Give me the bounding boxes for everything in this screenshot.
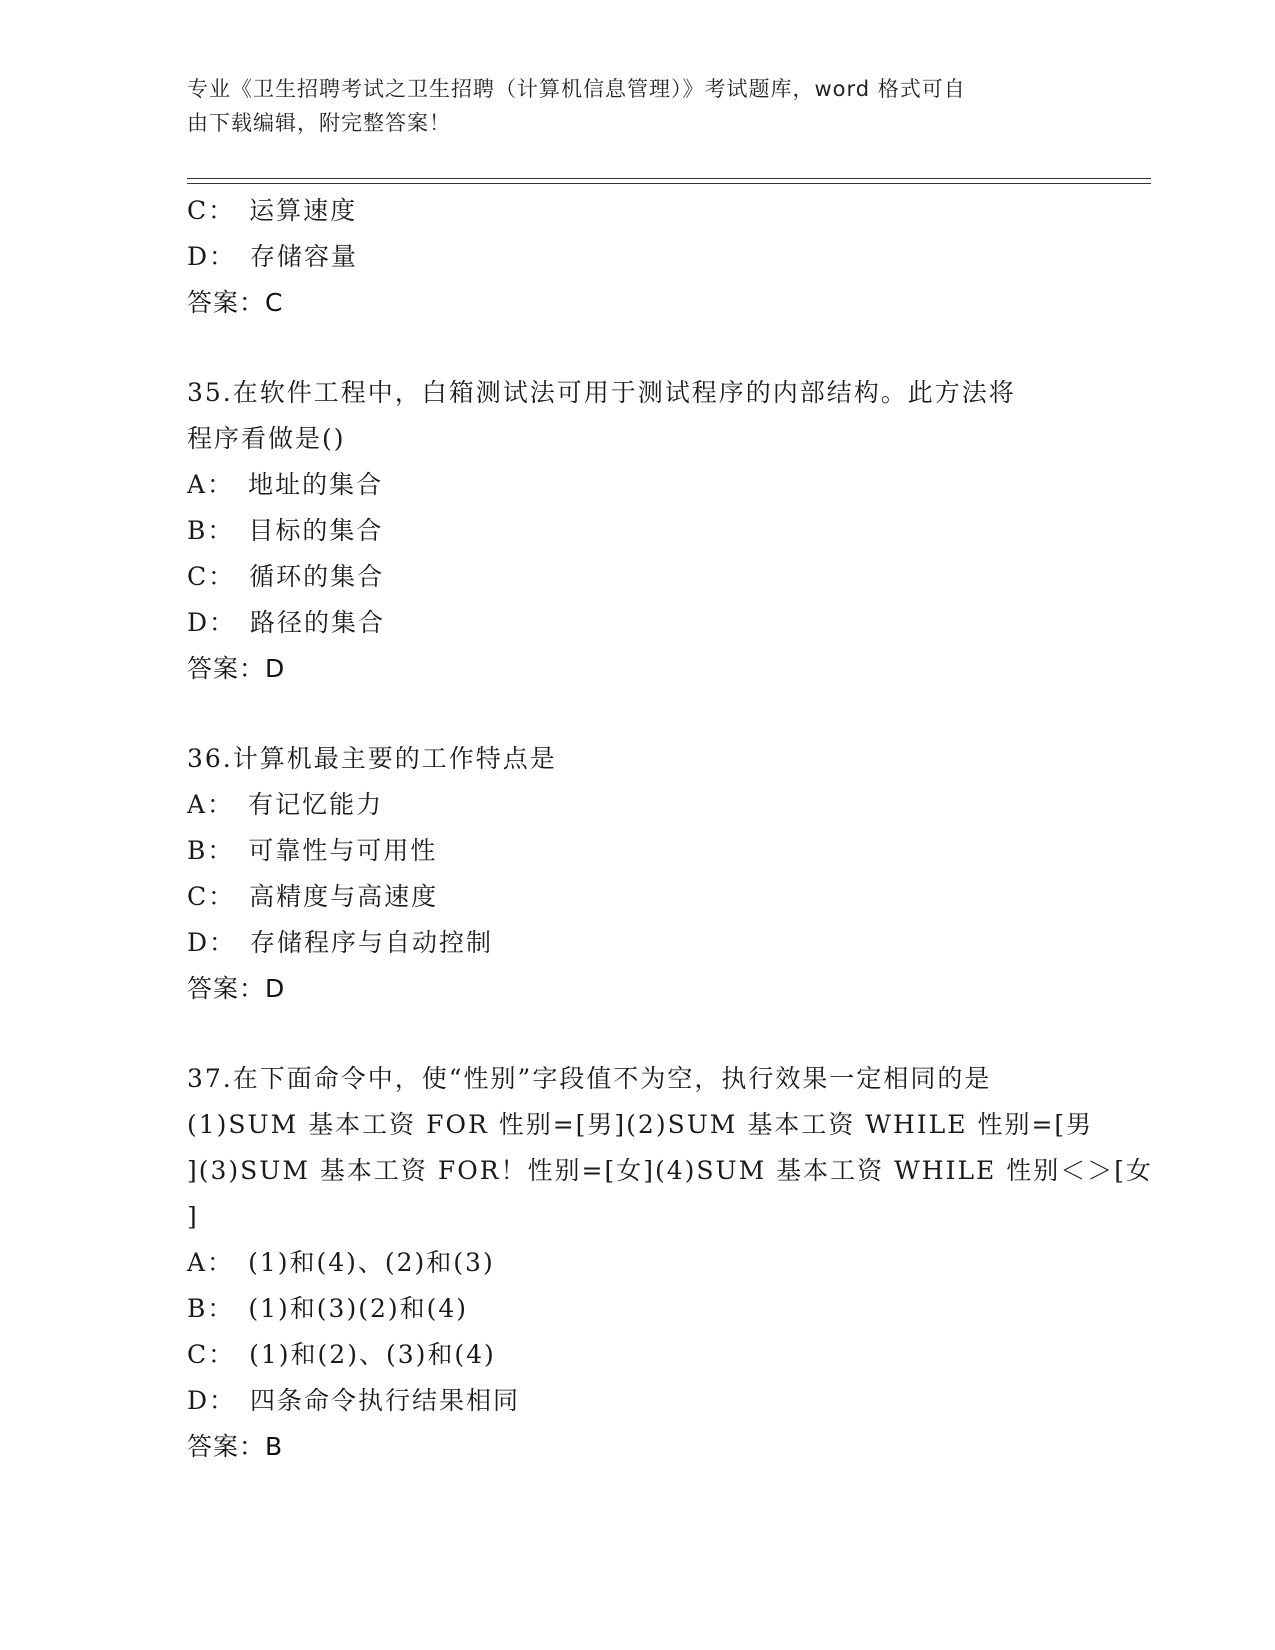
option-text: 运算速度 (249, 196, 358, 225)
header-divider-bottom (187, 183, 1151, 184)
answer-line: 答案：B (187, 1432, 284, 1461)
option-key: B： (187, 516, 235, 545)
question-34-tail (187, 188, 1087, 326)
option-a (187, 782, 1087, 828)
option-d (187, 234, 1087, 280)
header-divider-top (187, 178, 1151, 179)
option-key: D： (187, 1386, 237, 1415)
option-text: 路径的集合 (250, 608, 386, 637)
option-key: D： (187, 242, 237, 271)
option-c (187, 188, 1087, 234)
question-stem: 36.计算机最主要的工作特点是 (187, 744, 557, 773)
question-37 (187, 1056, 1153, 1470)
option-key: C： (187, 562, 236, 591)
question-stem-cont: ] (187, 1202, 199, 1231)
option-text: (1)和(4)、(2)和(3) (248, 1248, 495, 1277)
option-c (187, 554, 1087, 600)
option-b (187, 828, 1087, 874)
question-stem-cont: ](3)SUM 基本工资 FOR！性别=[女](4)SUM 基本工资 WHILE 性别＜＞[女 (187, 1156, 1153, 1185)
header-note (187, 72, 1067, 140)
option-text: 目标的集合 (248, 516, 384, 545)
answer-line: 答案：D (187, 654, 286, 683)
option-key: C： (187, 1340, 236, 1369)
question-stem: 35.在软件工程中，白箱测试法可用于测试程序的内部结构。此方法将 (187, 378, 1016, 407)
answer-line: 答案：C (187, 288, 284, 317)
question-stem-cont: 程序看做是() (187, 424, 346, 453)
option-b (187, 508, 1087, 554)
option-c (187, 1332, 1087, 1378)
option-a (187, 462, 1087, 508)
header-line-2: 由下载编辑，附完整答案！ (187, 111, 451, 135)
option-d (187, 920, 1087, 966)
option-text: 存储程序与自动控制 (250, 928, 494, 957)
option-b (187, 1286, 1087, 1332)
option-key: C： (187, 882, 236, 911)
option-key: B： (187, 1294, 235, 1323)
option-text: (1)和(2)、(3)和(4) (249, 1340, 496, 1369)
question-35 (187, 370, 1087, 692)
option-key: D： (187, 928, 237, 957)
option-d (187, 1378, 1087, 1424)
option-text: 有记忆能力 (248, 790, 384, 819)
question-stem-cont: (1)SUM 基本工资 FOR 性别=[男](2)SUM 基本工资 WHILE 性别=[男 (187, 1110, 1094, 1139)
option-text: 循环的集合 (249, 562, 385, 591)
option-d (187, 600, 1087, 646)
header-line-1: 专业《卫生招聘考试之卫生招聘（计算机信息管理）》考试题库，word 格式可自 (187, 77, 966, 101)
option-key: D： (187, 608, 237, 637)
question-36 (187, 736, 1087, 1012)
option-text: 地址的集合 (248, 470, 384, 499)
question-stem: 37.在下面命令中，使“性别”字段值不为空，执行效果一定相同的是 (187, 1064, 992, 1093)
option-text: 四条命令执行结果相同 (250, 1386, 521, 1415)
option-key: A： (187, 790, 235, 819)
option-text: 存储容量 (250, 242, 359, 271)
option-key: B： (187, 836, 235, 865)
option-key: C： (187, 196, 236, 225)
option-key: A： (187, 1248, 235, 1277)
answer-line: 答案：D (187, 974, 286, 1003)
option-text: (1)和(3)(2)和(4) (248, 1294, 469, 1323)
question-list (187, 188, 1153, 1470)
option-c (187, 874, 1087, 920)
option-text: 高精度与高速度 (249, 882, 439, 911)
option-a (187, 1240, 1087, 1286)
option-text: 可靠性与可用性 (248, 836, 438, 865)
option-key: A： (187, 470, 235, 499)
